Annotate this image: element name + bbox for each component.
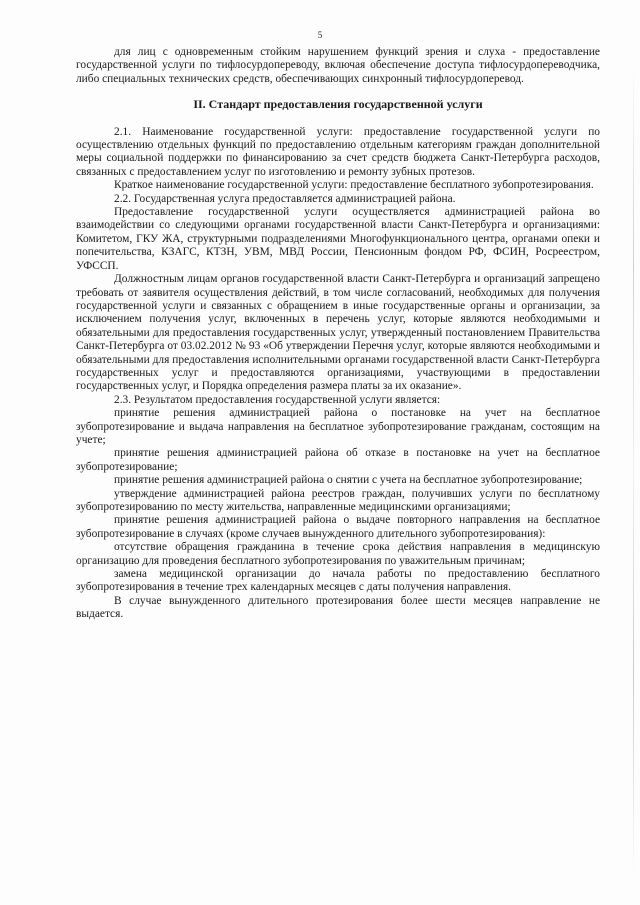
paragraph-2-1: 2.1. Наименование государственной услуги: предоставление государственной услуги по осуществлению отдельных функций по предоставлению отдельным категориям граждан дополнительной меры социальной поддержки по финансированию за счет средств бюджета Санкт-Петербурга расходов, связанных с предоставлением услуг по изготовлению и ремонту зубных протезов. <box>76 125 600 178</box>
paragraph-2-2: 2.2. Государственная услуга предоставляется администрацией района. <box>114 192 456 205</box>
paragraph-2-3: 2.3. Результатом предоставления государственной услуги является: <box>114 393 441 406</box>
page-number: 5 <box>317 30 323 40</box>
result-item-registers: утверждение администрацией района реестров граждан, получивших услуги по бесплатному зубопротезированию по месту жительства, направленные медицинскими организациями; <box>76 487 600 513</box>
result-item-registration: принятие решения администрацией района о постановке на учет на бесплатное зубопротезирование и выдача направления на бесплатное зубопротезирование гражданам, состоящим на учете; <box>76 407 600 446</box>
result-item-repeat-referral: принятие решения администрацией района о выдаче повторного направления на бесплатное зубопротезирование в случаях (кроме случаев вынужденного длительного зубопротезирования): <box>76 514 600 540</box>
result-item-refusal: принятие решения администрацией района об отказе в постановке на учет на бесплатное зубопротезирование; <box>76 447 600 473</box>
paragraph-short-name: Краткое наименование государственной услуги: предоставление бесплатного зубопротезирования. <box>114 179 594 192</box>
section-heading: II. Стандарт предоставления государственной услуги <box>193 97 483 112</box>
paragraph-continuation: для лиц с одновременным стойким нарушением функций зрения и слуха - предоставление государственной услуги по тифлосурдопереводу, включая обеспечение доступа тифлосурдопереводчика, либо специальных технических средств, обеспечивающих синхронный тифлосурдоперевод. <box>76 46 600 85</box>
case-item-replacement: замена медицинской организации до начала работы по предоставлению бесплатного зубопротезирования в течение трех календарных месяцев с даты получения направления. <box>76 568 600 594</box>
result-item-removal: принятие решения администрацией района о снятии с учета на бесплатное зубопротезирование; <box>114 474 583 487</box>
paragraph-long-prosthetics: В случае вынужденного длительного протезирования более шести месяцев направление не выдается. <box>76 594 600 621</box>
paragraph-prohibition: Должностным лицам органов государственной власти Санкт-Петербурга и организаций запрещено требовать от заявителя осуществления действий, в том числе согласований, необходимых для получения государственной услуги и связанных с обращением в иные государственные органы и организации, за исключением получения услуг, включенных в перечень услуг, которые являются необходимыми и обязательными для предоставления государственных услуг, утвержденный постановлением Правительства Санкт-Петербурга от 03.02.2012 № 93 «Об утверждении Перечня услуг, которые являются необходимыми и обязательными для предоставления исполнительными органами государственной власти Санкт-Петербурга государственных услуг и предоставляются организациями, участвующими в предоставлении государственных услуг, и Порядка определения размера платы за их оказание». <box>76 273 600 393</box>
scan-edge-shadow <box>633 60 634 880</box>
document-body <box>76 46 600 622</box>
paragraph-interaction: Предоставление государственной услуги осуществляется администрацией района во взаимодействии со следующими органами государственной власти Санкт-Петербурга и организациями: Комитетом, ГКУ ЖА, структурными подразделениями Многофункционального центра, органами опеки и попечительства, КЗАГС, КТЗН, УВМ, МВД России, Пенсионным фондом РФ, ФСИН, Росреестром, УФССП. <box>76 206 600 272</box>
case-item-no-visit: отсутствие обращения гражданина в течение срока действия направления в медицинскую организацию для проведения бесплатного зубопротезирования по уважительным причинам; <box>76 541 600 567</box>
